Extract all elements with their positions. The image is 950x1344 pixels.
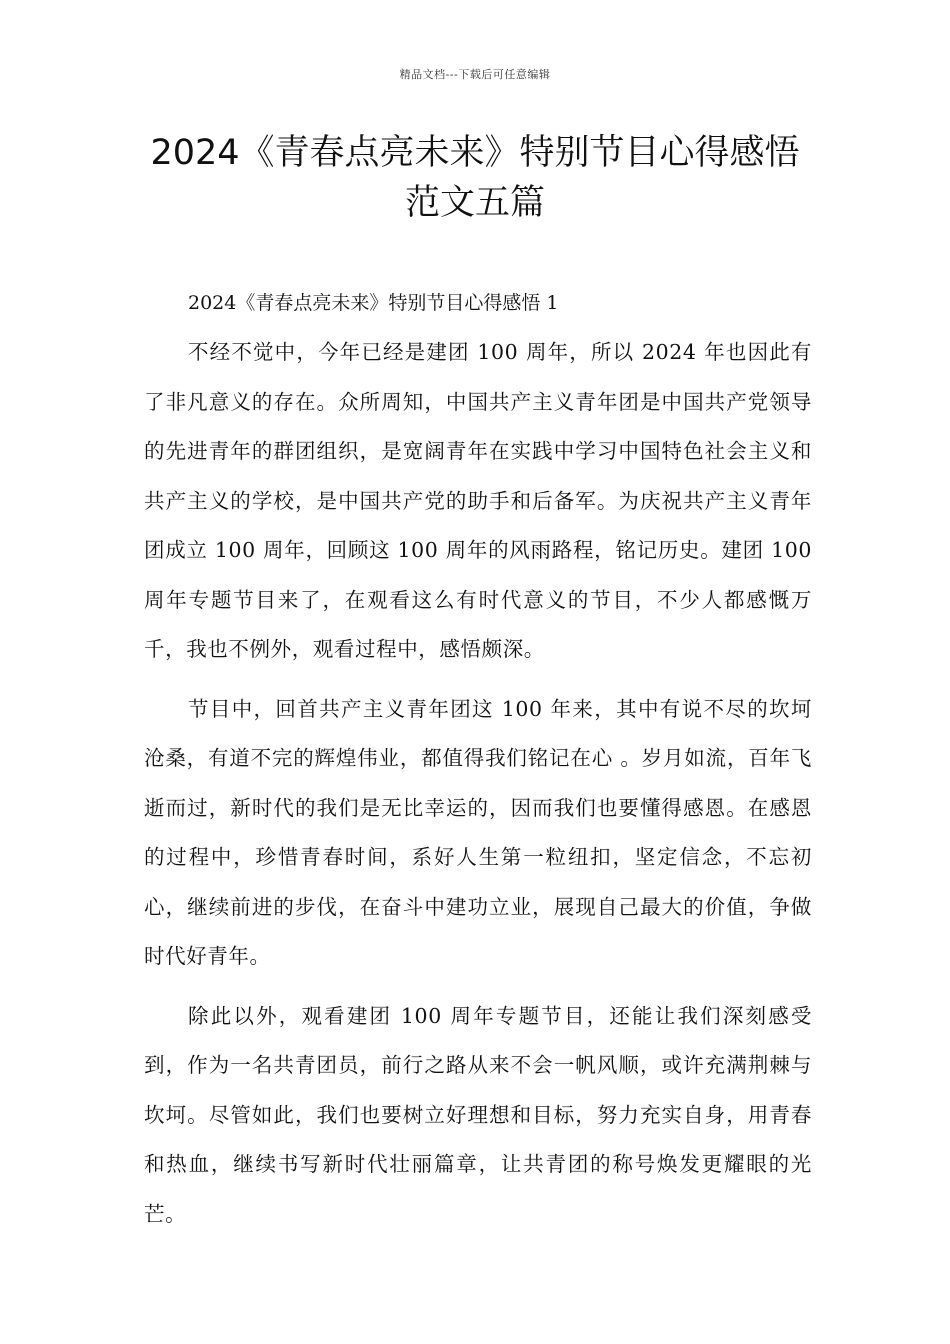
header-note: 精品文档---下载后可任意编辑 [399,68,551,81]
document-body [144,279,812,1249]
paragraph: 不经不觉中，今年已经是建团 100 周年，所以 2024 年也因此有了非凡意义的存在。众所周知，中国共产主义青年团是中国共产党领导的先进青年的群团组织，是宽阔青年在实践中学习中国特色社会主义和共产主义的学校，是中国共产党的助手和后备军。为庆祝共产主义青年团成立 100 周年，回顾这 100 周年的风雨路程，铭记历史。建团 100 周年专题节目来了，在观看这么有时代意义的节目，不少人都感慨万千，我也不例外，观看过程中，感悟颇深。 [144,340,812,661]
paragraph: 除此以外，观看建团 100 周年专题节目，还能让我们深刻感受到，作为一名共青团员，前行之路从来不会一帆风顺，或许充满荆棘与坎坷。尽管如此，我们也要树立好理想和目标，努力充实自身，用青春和热血，继续书写新时代壮丽篇章，让共青团的称号焕发更耀眼的光芒。 [144,1003,812,1226]
paragraph: 节目中，回首共产主义青年团这 100 年来，其中有说不尽的坎坷沧桑，有道不完的辉煌伟业，都值得我们铭记在心 。岁月如流，百年飞逝而过，新时代的我们是无比幸运的，因而我们也要懂得感恩。在感恩的过程中，珍惜青春时间，系好人生第一粒纽扣，坚定信念，不忘初心，继续前进的步伐，在奋斗中建功立业，展现自己最大的价值，争做时代好青年。 [144,696,812,968]
document-title: 2024《青春点亮未来》特别节目心得感悟范文五篇 [150,133,800,223]
section-heading: 2024《青春点亮未来》特别节目心得感悟 1 [188,292,559,314]
